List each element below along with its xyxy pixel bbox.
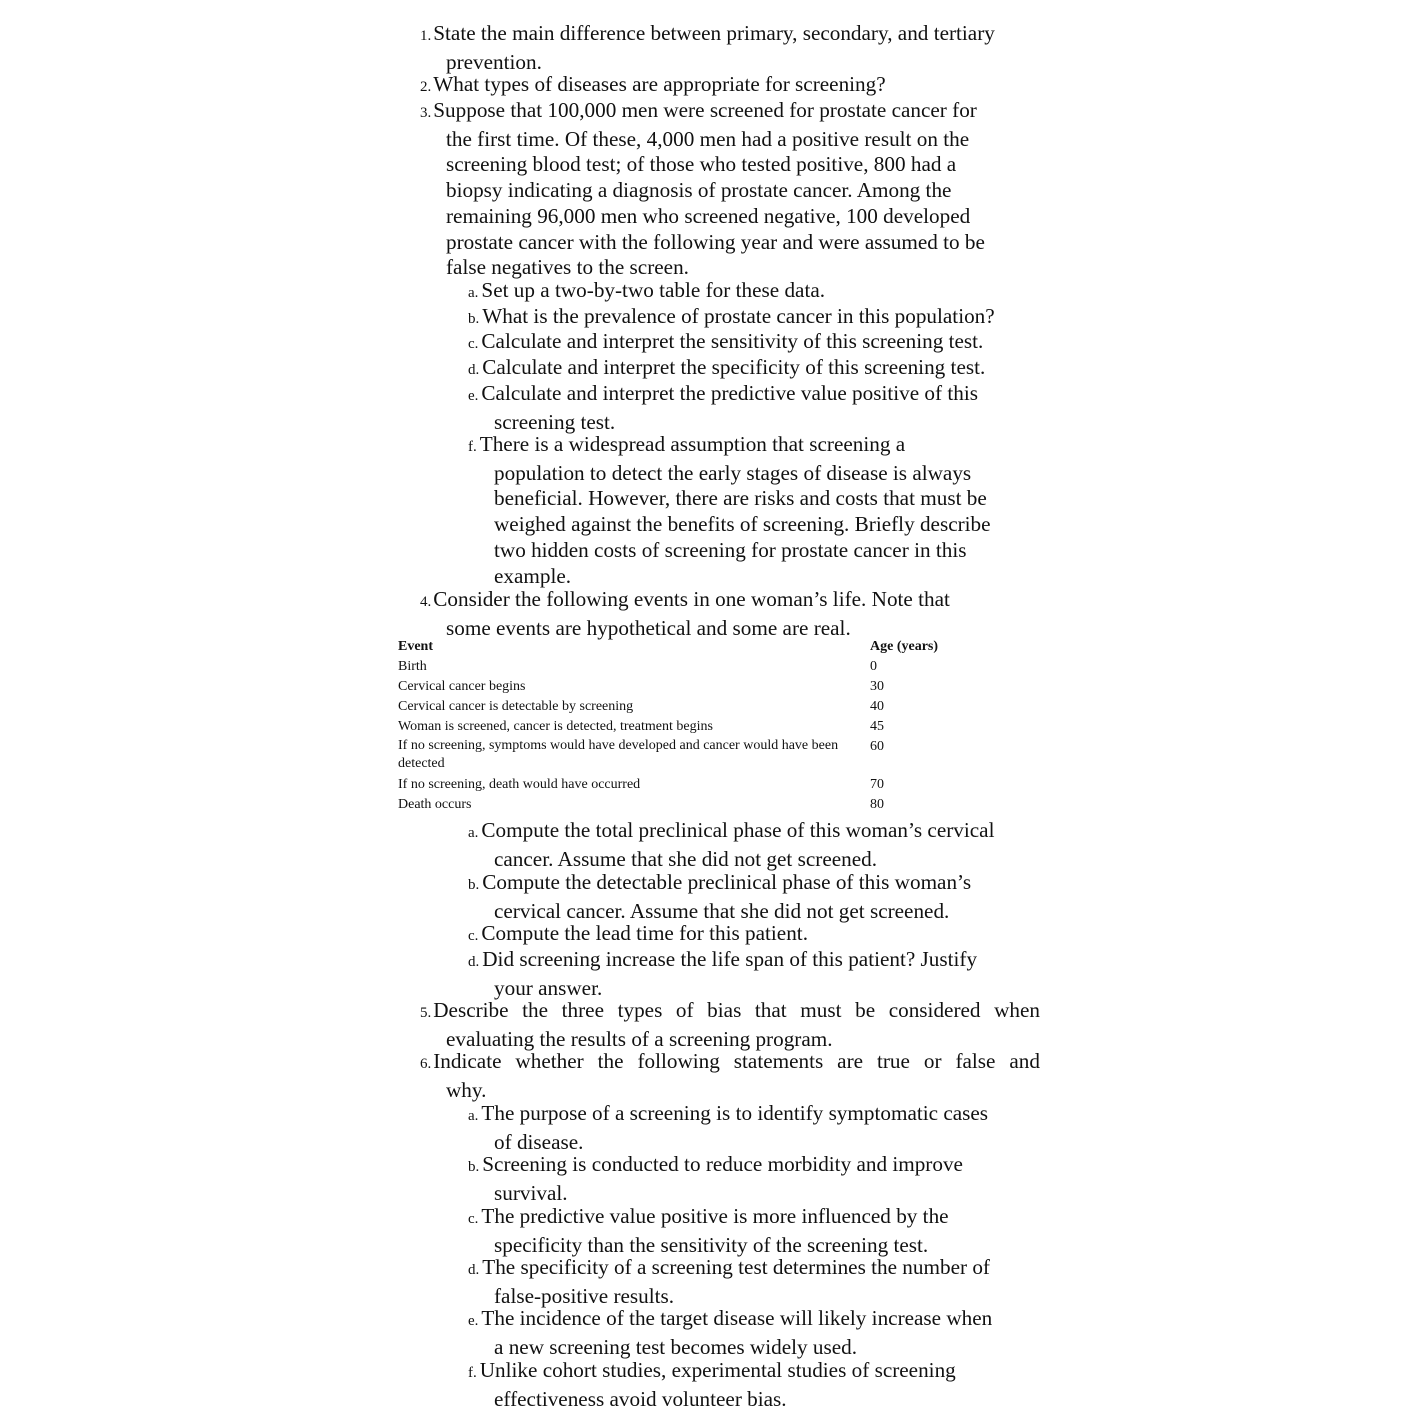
sub-text: screening test. [494, 409, 616, 434]
sub-text: Compute the detectable preclinical phase of this woman’s [482, 870, 972, 894]
table-row [398, 795, 958, 815]
question-3e [468, 381, 1038, 435]
question-text: prevention. [446, 49, 542, 74]
question-3 [420, 98, 1040, 281]
sub-letter: f. [468, 1365, 477, 1381]
question-number: 3. [420, 105, 432, 121]
sub-text: Calculate and interpret the specificity of this screening test. [482, 355, 986, 379]
sub-letter: f. [468, 439, 477, 455]
header-event: Event [398, 639, 433, 654]
question-3c [468, 329, 1038, 358]
event-cell: Death occurs [398, 797, 472, 812]
sub-letter: d. [468, 1262, 480, 1278]
question-4c [468, 921, 1038, 950]
question-text: evaluating the results of a screening program. [446, 1026, 833, 1051]
question-3f [468, 432, 1038, 589]
question-5 [420, 998, 1040, 1052]
question-text: the first time. Of these, 4,000 men had a positive result on the [446, 126, 970, 151]
sub-text: survival. [494, 1180, 568, 1205]
event-cell: Cervical cancer begins [398, 679, 526, 694]
question-number: 1. [420, 28, 432, 44]
table-row [398, 737, 958, 775]
question-text: Consider the following events in one woman’s life. Note that [433, 587, 950, 611]
sub-text: of disease. [494, 1129, 584, 1154]
question-3d [468, 355, 1038, 384]
sub-letter: a. [468, 285, 479, 301]
event-cell: Woman is screened, cancer is detected, treatment begins [398, 719, 713, 734]
sub-text: effectiveness avoid volunteer bias. [494, 1386, 787, 1411]
sub-text: The incidence of the target disease will likely increase when [481, 1306, 993, 1330]
event-cell: Cervical cancer is detectable by screening [398, 699, 634, 714]
sub-text: The purpose of a screening is to identify symptomatic cases [481, 1101, 989, 1125]
question-text: why. [446, 1077, 487, 1102]
sub-letter: c. [468, 1211, 479, 1227]
age-cell: 80 [870, 797, 884, 812]
question-number: 4. [420, 594, 432, 610]
sub-letter: c. [468, 928, 479, 944]
question-4b [468, 870, 1038, 924]
sub-text: Compute the lead time for this patient. [481, 921, 808, 945]
sub-text: What is the prevalence of prostate cancer in this population? [482, 304, 995, 328]
question-text: biopsy indicating a diagnosis of prostate cancer. Among the [446, 178, 952, 203]
question-6c [468, 1204, 1038, 1258]
question-text: State the main difference between primary, secondary, and tertiary [433, 21, 995, 45]
question-number: 6. [420, 1056, 432, 1072]
sub-letter: e. [468, 1313, 479, 1329]
table-row [398, 717, 958, 737]
question-6b [468, 1152, 1038, 1206]
question-3a [468, 278, 1038, 307]
question-6a [468, 1101, 1038, 1155]
question-6d [468, 1255, 1038, 1309]
table-row [398, 697, 958, 717]
question-text: some events are hypothetical and some are real. [446, 615, 851, 640]
sub-text: Did screening increase the life span of this patient? Justify [482, 947, 978, 971]
sub-letter: b. [468, 877, 480, 893]
age-cell: 60 [870, 739, 884, 754]
question-number: 5. [420, 1005, 432, 1021]
sub-text: population to detect the early stages of disease is always [494, 460, 972, 485]
question-text: remaining 96,000 men who screened negative, 100 developed [446, 203, 971, 228]
sub-text: cancer. Assume that she did not get screened. [494, 846, 878, 871]
question-2 [420, 72, 1040, 101]
age-cell: 0 [870, 659, 877, 674]
sub-letter: b. [468, 1159, 480, 1175]
sub-text: Screening is conducted to reduce morbidity and improve [482, 1152, 963, 1176]
question-text: What types of diseases are appropriate for screening? [433, 72, 886, 96]
table-row [398, 775, 958, 795]
sub-text: Set up a two-by-two table for these data. [481, 278, 826, 302]
sub-text: false-positive results. [494, 1283, 675, 1308]
event-text: If no screening, symptoms would have developed and cancer would have been [398, 738, 839, 753]
age-cell: 70 [870, 777, 884, 792]
question-text: Describe the three types of bias that must be considered when [433, 998, 1040, 1022]
question-number: 2. [420, 79, 432, 95]
header-age: Age (years) [870, 639, 939, 654]
table-header [398, 637, 958, 657]
sub-letter: a. [468, 825, 479, 841]
events-table [398, 637, 958, 815]
age-cell: 45 [870, 719, 884, 734]
sub-letter: b. [468, 311, 480, 327]
event-cell: Birth [398, 659, 427, 674]
question-4a [468, 818, 1038, 872]
question-4 [420, 587, 1040, 641]
question-text: prostate cancer with the following year and were assumed to be [446, 229, 985, 254]
sub-text: a new screening test becomes widely used. [494, 1334, 858, 1359]
table-row [398, 677, 958, 697]
question-text: Indicate whether the following statements are true or false and [433, 1049, 1040, 1073]
sub-text: The predictive value positive is more influenced by the [481, 1204, 949, 1228]
sub-letter: e. [468, 388, 479, 404]
sub-text: example. [494, 563, 572, 588]
sub-text: cervical cancer. Assume that she did not get screened. [494, 898, 950, 923]
sub-text: two hidden costs of screening for prostate cancer in this [494, 537, 967, 562]
sub-text: beneficial. However, there are risks and costs that must be [494, 486, 987, 511]
question-6f [468, 1358, 1038, 1412]
sub-letter: d. [468, 362, 480, 378]
sub-text: your answer. [494, 975, 603, 1000]
event-text-cont: detected [398, 756, 445, 771]
question-4d [468, 947, 1038, 1001]
sub-letter: d. [468, 954, 480, 970]
event-cell: If no screening, death would have occurred [398, 777, 641, 792]
question-text: false negatives to the screen. [446, 255, 689, 280]
sub-text: Calculate and interpret the sensitivity of this screening test. [481, 329, 984, 353]
sub-text: The specificity of a screening test determines the number of [482, 1255, 990, 1279]
sub-text: specificity than the sensitivity of the screening test. [494, 1232, 929, 1257]
question-6e [468, 1306, 1038, 1360]
question-text: Suppose that 100,000 men were screened for prostate cancer for [433, 98, 977, 122]
sub-text: Calculate and interpret the predictive value positive of this [481, 381, 978, 405]
table-row [398, 657, 958, 677]
event-cell [398, 737, 870, 773]
age-cell: 40 [870, 699, 884, 714]
sub-text: Unlike cohort studies, experimental studies of screening [479, 1358, 956, 1382]
age-cell: 30 [870, 679, 884, 694]
question-1 [420, 21, 1040, 75]
sub-text: weighed against the benefits of screening. Briefly describe [494, 512, 991, 537]
sub-text: There is a widespread assumption that screening a [479, 432, 906, 456]
sub-letter: a. [468, 1108, 479, 1124]
question-text: screening blood test; of those who tested positive, 800 had a [446, 152, 957, 177]
question-6 [420, 1049, 1040, 1103]
sub-text: Compute the total preclinical phase of this woman’s cervical [481, 818, 995, 842]
sub-letter: c. [468, 336, 479, 352]
